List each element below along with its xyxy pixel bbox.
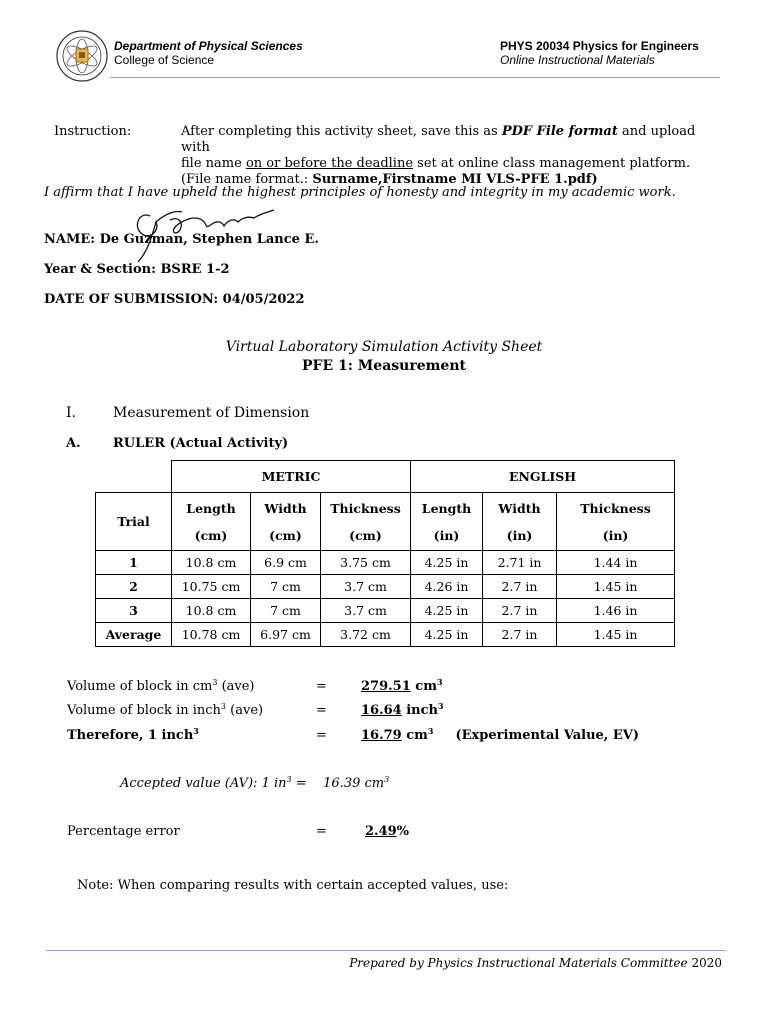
- table-cell: 2.7 in: [483, 623, 557, 647]
- table-cell: 3.7 cm: [321, 575, 411, 599]
- equals-sign: =: [316, 679, 327, 694]
- table-corner: [96, 461, 172, 493]
- honesty-affirmation: I affirm that I have upheld the highest principles of honesty and integrity in my academic work.: [44, 185, 676, 200]
- measurement-table: [95, 460, 675, 647]
- table-cell: Average: [96, 623, 172, 647]
- experimental-value: 16.79 $cm^3$ (Experimental Value, EV): [361, 726, 640, 743]
- subsection-number: A.: [66, 436, 81, 451]
- table-cell: 4.25 in: [411, 551, 483, 575]
- table-cell: 3: [96, 599, 172, 623]
- table-row: [96, 575, 675, 599]
- volume-cm-value: 279.51 $cm^3$: [361, 677, 443, 694]
- table-cell: 1.45 in: [557, 575, 675, 599]
- comparison-note: Note: When comparing results with certain accepted values, use:: [77, 878, 509, 893]
- column-header: Thickness (cm): [321, 493, 411, 551]
- table-row: [96, 551, 675, 575]
- equals-sign: =: [316, 728, 327, 743]
- table-cell: 1.46 in: [557, 599, 675, 623]
- table-cell: 10.78 cm: [172, 623, 251, 647]
- header-divider: [110, 77, 720, 78]
- table-cell: 3.7 cm: [321, 599, 411, 623]
- table-row: [96, 599, 675, 623]
- year-section: Year & Section: BSRE 1-2: [44, 262, 230, 277]
- table-cell: 4.25 in: [411, 623, 483, 647]
- table-cell: 3.72 cm: [321, 623, 411, 647]
- table-row-average: [96, 623, 675, 647]
- course-title: PHYS 20034 Physics for Engineers: [500, 39, 699, 53]
- student-name: NAME: De Guzman, Stephen Lance E.: [44, 232, 319, 247]
- therefore-label: Therefore, 1 inch$^3$: [67, 726, 199, 743]
- volume-in-value: 16.64 inch$^3$: [361, 701, 444, 718]
- footer-credit: Prepared by Physics Instructional Materials Committee 2020: [349, 956, 722, 970]
- column-header: Thickness (in): [557, 493, 675, 551]
- activity-sheet-title: Virtual Laboratory Simulation Activity Sheet: [225, 339, 543, 355]
- section-number: I.: [66, 405, 76, 421]
- equals-sign: =: [316, 824, 327, 839]
- table-cell: 4.25 in: [411, 599, 483, 623]
- table-cell: 7 cm: [251, 575, 321, 599]
- table-cell: 10.8 cm: [172, 551, 251, 575]
- submission-date: DATE OF SUBMISSION: 04/05/2022: [44, 292, 305, 307]
- column-header: Length (cm): [172, 493, 251, 551]
- table-cell: 1.45 in: [557, 623, 675, 647]
- column-header: Width (in): [483, 493, 557, 551]
- column-header-trial: Trial: [96, 493, 172, 551]
- university-seal-icon: [56, 30, 108, 82]
- instruction-text: After completing this activity sheet, save this as PDF File format and upload with file name on or before the deadline set at online class management platform. (File name format.: Surname,Firstname MI VLS-PFE 1.pdf): [181, 124, 696, 187]
- table-cell: 2.7 in: [483, 599, 557, 623]
- table-cell: 7 cm: [251, 599, 321, 623]
- group-header-english: ENGLISH: [411, 461, 675, 493]
- table-cell: 2.7 in: [483, 575, 557, 599]
- volume-cm-label: Volume of block in $cm^3$ (ave): [67, 678, 255, 694]
- volume-in-label: Volume of block in inch$^3$ (ave): [67, 702, 264, 718]
- accepted-value: Accepted value (AV): 1 $in^3$ = 16.39 $cm^3$: [120, 775, 390, 791]
- signature-image: [120, 196, 280, 266]
- department-name: Department of Physical Sciences: [114, 39, 303, 53]
- percentage-error-value: 2.49%: [365, 824, 410, 839]
- section-title: Measurement of Dimension: [113, 405, 310, 421]
- table-cell: 6.9 cm: [251, 551, 321, 575]
- table-cell: 4.26 in: [411, 575, 483, 599]
- table-cell: 2: [96, 575, 172, 599]
- column-header: Width (cm): [251, 493, 321, 551]
- table-cell: 10.8 cm: [172, 599, 251, 623]
- college-name: College of Science: [114, 53, 215, 67]
- subsection-title: RULER (Actual Activity): [113, 436, 289, 451]
- column-header-row: [96, 493, 675, 551]
- table-cell: 10.75 cm: [172, 575, 251, 599]
- table-cell: 3.75 cm: [321, 551, 411, 575]
- table-cell: 2.71 in: [483, 551, 557, 575]
- footer-divider: [46, 950, 726, 951]
- activity-subtitle: PFE 1: Measurement: [302, 358, 466, 374]
- percentage-error-label: Percentage error: [67, 824, 180, 839]
- table-cell: 1: [96, 551, 172, 575]
- table-cell: 6.97 cm: [251, 623, 321, 647]
- materials-label: Online Instructional Materials: [500, 53, 655, 67]
- instruction-label: Instruction:: [54, 124, 132, 139]
- table-cell: 1.44 in: [557, 551, 675, 575]
- group-header-metric: METRIC: [172, 461, 411, 493]
- column-header: Length (in): [411, 493, 483, 551]
- equals-sign: =: [316, 703, 327, 718]
